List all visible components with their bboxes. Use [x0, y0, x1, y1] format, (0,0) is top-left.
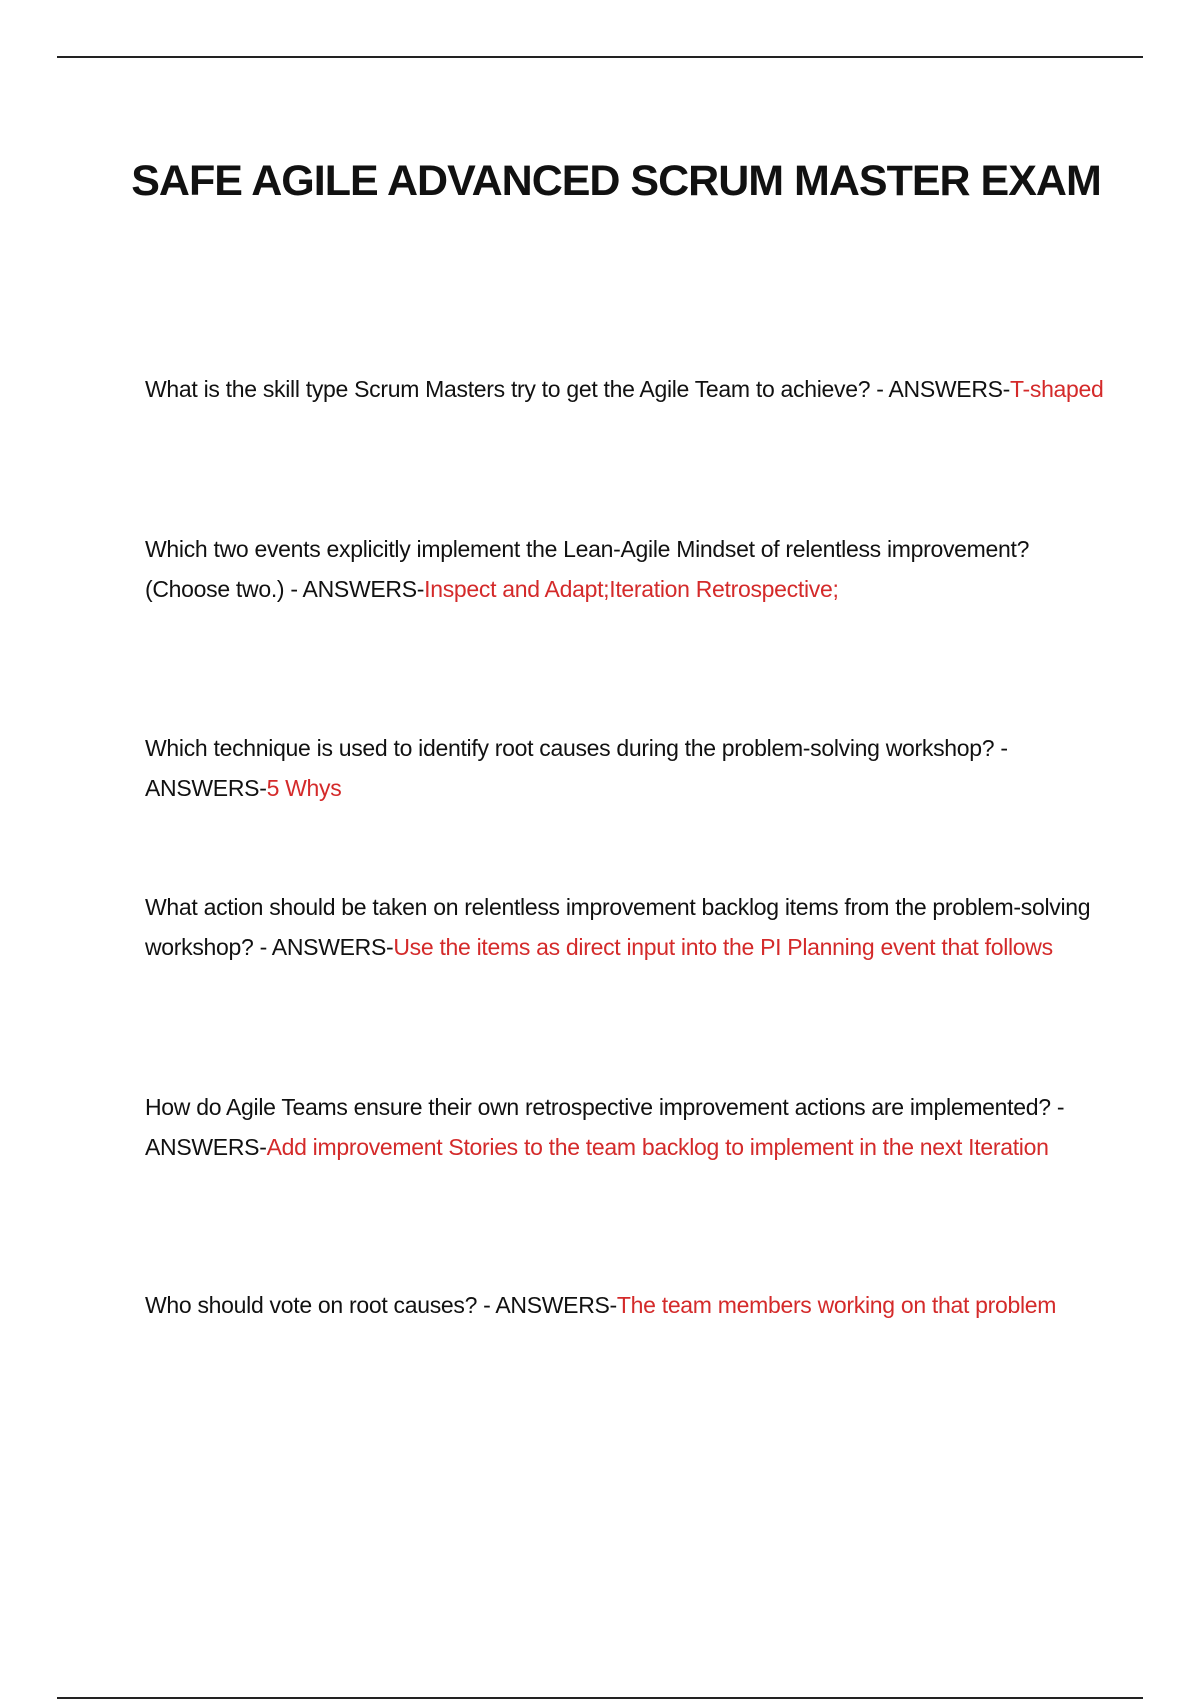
answer: Use the items as direct input into the PI Planning event that follows [393, 933, 1053, 960]
qa-item [145, 729, 1105, 808]
top-rule [57, 56, 1143, 58]
question: What action should be taken on relentless improvement backlog items from the problem-solving workshop? [145, 894, 1091, 960]
qa-item [145, 530, 1105, 609]
answer-prefix: - ANSWERS- [284, 575, 425, 602]
answer: Inspect and Adapt;Iteration Retrospective; [424, 575, 839, 602]
answer-prefix: - ANSWERS- [870, 376, 1011, 402]
answer-prefix: - ANSWERS- [145, 1094, 1065, 1160]
answer-prefix: - ANSWERS- [145, 735, 1008, 801]
question: Who should vote on root causes? [145, 1292, 478, 1318]
bottom-rule [57, 1697, 1143, 1699]
question: How do Agile Teams ensure their own retrospective improvement actions are implemented? [145, 1094, 1051, 1120]
answer-prefix: - ANSWERS- [477, 1292, 617, 1318]
qa-item [145, 370, 1105, 410]
document-title: SAFE AGILE ADVANCED SCRUM MASTER EXAM [131, 157, 1101, 205]
question: What is the skill type Scrum Masters try to get the Agile Team to achieve? [145, 376, 871, 402]
answer: T-shaped [1010, 376, 1104, 402]
answer: The team members working on that problem [616, 1292, 1057, 1318]
answer-prefix: - ANSWERS- [253, 933, 394, 960]
qa-item [145, 1088, 1105, 1167]
question: Which technique is used to identify root causes during the problem-solving workshop? [145, 735, 995, 761]
question: Which two events explicitly implement the Lean-Agile Mindset of relentless improvement? (Choose two.) [145, 536, 1030, 602]
answer: Add improvement Stories to the team backlog to implement in the next Iteration [266, 1133, 1049, 1160]
qa-item [145, 888, 1105, 967]
qa-item [145, 1286, 1105, 1326]
answer: 5 Whys [266, 774, 342, 801]
